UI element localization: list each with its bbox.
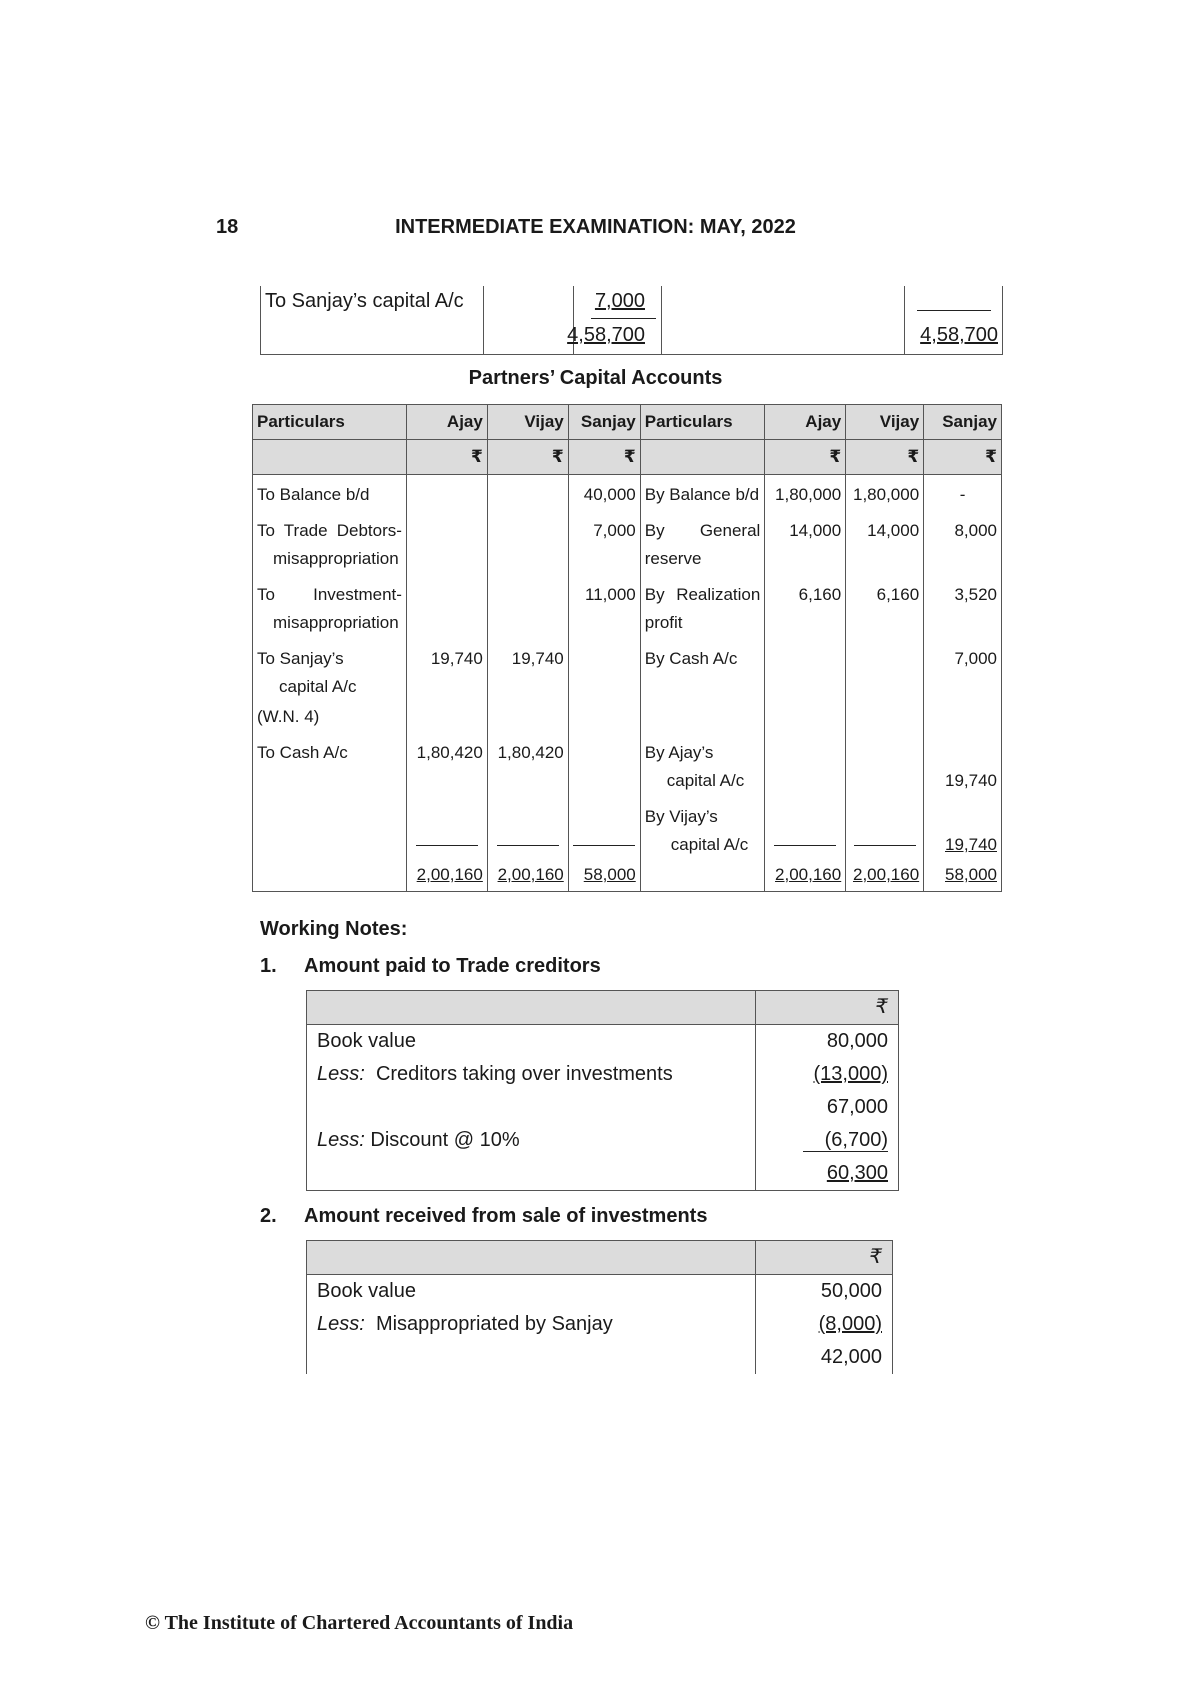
carry-row-amount: 7,000: [594, 290, 645, 312]
dr-sanjay: 7,000: [568, 511, 640, 575]
rupee-symbol: ₹: [846, 440, 924, 475]
cr-ajay: 1,80,000: [765, 475, 846, 512]
table-row: Less: Discount @ 10% (6,700): [307, 1124, 899, 1157]
rupee-symbol: ₹: [869, 1246, 882, 1268]
dr-particular: To Cash A/c: [253, 733, 407, 797]
rupee-symbol: ₹: [765, 440, 846, 475]
carry-left-total: 4,58,700: [567, 324, 645, 346]
table-row: 67,000: [307, 1091, 899, 1124]
total-cr-vijay: 2,00,160: [846, 861, 924, 892]
note1-table: [306, 990, 899, 1191]
cr-sanjay: 7,000: [924, 639, 1002, 733]
totals-row: [253, 861, 1002, 892]
dr-ajay: [406, 475, 487, 512]
table-header-row: [253, 405, 1002, 440]
table-row: [253, 511, 1002, 575]
cr-ajay: 6,160: [765, 575, 846, 639]
cr-sanjay: 19,740: [924, 733, 1002, 797]
col-header: Sanjay: [568, 405, 640, 440]
dr-ajay: 19,740: [406, 639, 487, 733]
col-header: Particulars: [640, 405, 765, 440]
cr-vijay: 1,80,000: [846, 475, 924, 512]
cr-sanjay: 19,740: [924, 797, 1002, 861]
table-row: [253, 797, 1002, 861]
dr-sanjay: 11,000: [568, 575, 640, 639]
cr-particular: By Balance b/d: [640, 475, 765, 512]
col-header: Particulars: [253, 405, 407, 440]
note-number: 1.: [260, 955, 277, 977]
table-row: [253, 575, 1002, 639]
page-title: INTERMEDIATE EXAMINATION: MAY, 2022: [395, 216, 796, 238]
cr-sanjay: -: [924, 475, 1002, 512]
table-row: [253, 639, 1002, 733]
col-header: Ajay: [765, 405, 846, 440]
col-header: Vijay: [846, 405, 924, 440]
table-row: [253, 733, 1002, 797]
cr-particular: By Cash A/c: [640, 639, 765, 733]
carry-right-total: 4,58,700: [920, 324, 998, 346]
cr-particular: By Realization profit: [640, 575, 765, 639]
dr-vijay: 19,740: [487, 639, 568, 733]
cr-ajay: 14,000: [765, 511, 846, 575]
dr-vijay: 1,80,420: [487, 733, 568, 797]
cr-particular: By Vijay’s capital A/c: [640, 797, 765, 861]
capital-accounts-table: [252, 404, 1002, 892]
table-row: 42,000: [307, 1341, 893, 1374]
cr-particular: By Ajay’s capital A/c: [640, 733, 765, 797]
note-title: Amount paid to Trade creditors: [304, 955, 601, 977]
carry-over-table: [260, 286, 1003, 355]
note-number: 2.: [260, 1205, 277, 1227]
table-row: 60,300: [307, 1157, 899, 1191]
cr-particular: By General reserve: [640, 511, 765, 575]
dr-particular: To Balance b/d: [253, 475, 407, 512]
rupee-symbol: ₹: [568, 440, 640, 475]
carry-row-label: To Sanjay’s capital A/c: [265, 290, 464, 312]
dr-particular: To Investment- misappropriation: [253, 575, 407, 639]
rupee-symbol: ₹: [406, 440, 487, 475]
col-header: Vijay: [487, 405, 568, 440]
total-cr-sanjay: 58,000: [924, 861, 1002, 892]
dr-particular: To Trade Debtors- misappropriation: [253, 511, 407, 575]
currency-row: [253, 440, 1002, 475]
table-row: Less: Creditors taking over investments (13,000): [307, 1058, 899, 1091]
table-row: Book value 80,000: [307, 1025, 899, 1059]
cr-sanjay: 3,520: [924, 575, 1002, 639]
dr-vijay: [487, 475, 568, 512]
total-dr-vijay: 2,00,160: [487, 861, 568, 892]
note2-table: [306, 1240, 893, 1374]
working-notes-title: Working Notes:: [260, 918, 408, 940]
cr-vijay: 6,160: [846, 575, 924, 639]
footer-copyright: © The Institute of Chartered Accountants of India: [145, 1612, 574, 1634]
table-row: Less: Misappropriated by Sanjay (8,000): [307, 1308, 893, 1341]
cr-sanjay: 8,000: [924, 511, 1002, 575]
total-dr-sanjay: 58,000: [568, 861, 640, 892]
total-cr-ajay: 2,00,160: [765, 861, 846, 892]
rupee-symbol: ₹: [875, 996, 888, 1018]
note-title: Amount received from sale of investments: [304, 1205, 708, 1227]
col-header: Sanjay: [924, 405, 1002, 440]
table-row: [253, 475, 1002, 512]
rupee-symbol: ₹: [487, 440, 568, 475]
cr-vijay: 14,000: [846, 511, 924, 575]
col-header: Ajay: [406, 405, 487, 440]
dr-particular: To Sanjay’s capital A/c (W.N. 4): [253, 639, 407, 733]
page-number: 18: [216, 216, 239, 238]
rupee-symbol: ₹: [924, 440, 1002, 475]
table-row: Book value 50,000: [307, 1275, 893, 1309]
dr-sanjay: 40,000: [568, 475, 640, 512]
total-dr-ajay: 2,00,160: [406, 861, 487, 892]
capital-accounts-title: Partners’ Capital Accounts: [468, 367, 723, 389]
dr-ajay: 1,80,420: [406, 733, 487, 797]
